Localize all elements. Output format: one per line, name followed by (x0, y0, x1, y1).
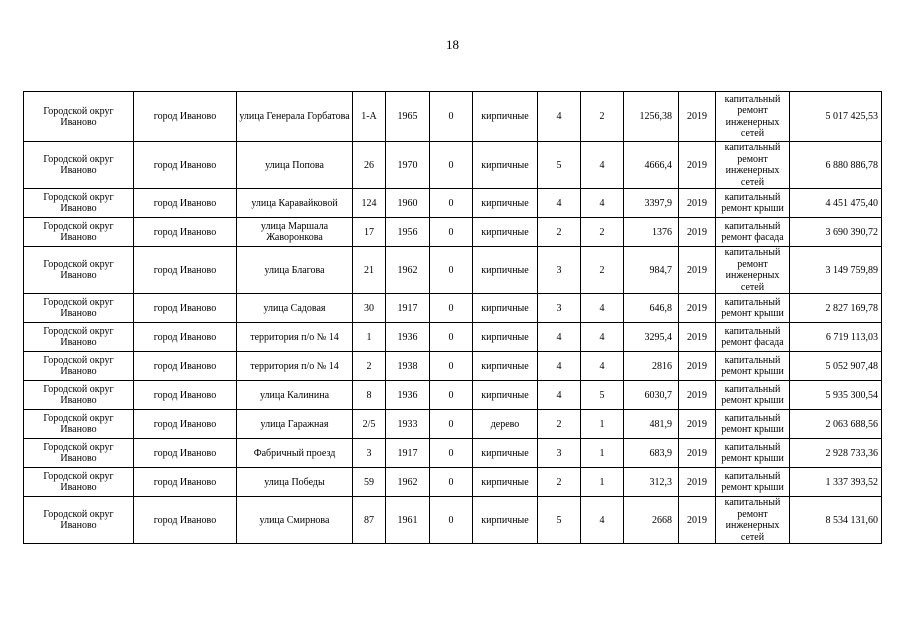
street-cell: территория п/о № 14 (237, 323, 353, 352)
zero-value-cell: 0 (430, 439, 473, 468)
house-number-cell: 30 (353, 294, 386, 323)
work-type-cell: капитальный ремонт крыши (716, 352, 790, 381)
floors-cell: 3 (538, 294, 581, 323)
floors-cell: 2 (538, 410, 581, 439)
zero-value-cell: 0 (430, 294, 473, 323)
wall-material-cell: кирпичные (473, 323, 538, 352)
city-cell: город Иваново (134, 439, 237, 468)
repair-program-table (23, 91, 882, 544)
city-cell: город Иваново (134, 468, 237, 497)
zero-value-cell: 0 (430, 247, 473, 294)
zero-value-cell: 0 (430, 381, 473, 410)
plan-year-cell: 2019 (679, 468, 716, 497)
house-number-cell: 8 (353, 381, 386, 410)
street-cell: улица Маршала Жаворонкова (237, 218, 353, 247)
floors-cell: 4 (538, 92, 581, 142)
street-cell: улица Калинина (237, 381, 353, 410)
floors-cell: 2 (538, 468, 581, 497)
cost-cell: 5 935 300,54 (790, 381, 882, 410)
zero-value-cell: 0 (430, 410, 473, 439)
work-type-cell: капитальный ремонт инженерных сетей (716, 497, 790, 544)
city-cell: город Иваново (134, 218, 237, 247)
build-year-cell: 1965 (386, 92, 430, 142)
build-year-cell: 1961 (386, 497, 430, 544)
page-number: 18 (446, 37, 459, 52)
area-cell: 1376 (624, 218, 679, 247)
city-cell: город Иваново (134, 410, 237, 439)
wall-material-cell: кирпичные (473, 142, 538, 189)
zero-value-cell: 0 (430, 497, 473, 544)
district-cell: Городской округ Иваново (24, 352, 134, 381)
district-cell: Городской округ Иваново (24, 439, 134, 468)
street-cell: территория п/о № 14 (237, 352, 353, 381)
table-row (24, 189, 882, 218)
district-cell: Городской округ Иваново (24, 323, 134, 352)
work-type-cell: капитальный ремонт фасада (716, 323, 790, 352)
wall-material-cell: дерево (473, 410, 538, 439)
street-cell: улица Попова (237, 142, 353, 189)
plan-year-cell: 2019 (679, 410, 716, 439)
build-year-cell: 1960 (386, 189, 430, 218)
entrances-cell: 1 (581, 410, 624, 439)
entrances-cell: 1 (581, 439, 624, 468)
wall-material-cell: кирпичные (473, 381, 538, 410)
plan-year-cell: 2019 (679, 142, 716, 189)
street-cell: Фабричный проезд (237, 439, 353, 468)
build-year-cell: 1970 (386, 142, 430, 189)
work-type-cell: капитальный ремонт крыши (716, 410, 790, 439)
district-cell: Городской округ Иваново (24, 468, 134, 497)
area-cell: 984,7 (624, 247, 679, 294)
table-row (24, 497, 882, 544)
entrances-cell: 5 (581, 381, 624, 410)
city-cell: город Иваново (134, 381, 237, 410)
city-cell: город Иваново (134, 294, 237, 323)
plan-year-cell: 2019 (679, 352, 716, 381)
house-number-cell: 3 (353, 439, 386, 468)
area-cell: 3397,9 (624, 189, 679, 218)
zero-value-cell: 0 (430, 323, 473, 352)
entrances-cell: 4 (581, 189, 624, 218)
table-row (24, 247, 882, 294)
work-type-cell: капитальный ремонт крыши (716, 294, 790, 323)
street-cell: улица Благова (237, 247, 353, 294)
plan-year-cell: 2019 (679, 218, 716, 247)
area-cell: 683,9 (624, 439, 679, 468)
entrances-cell: 2 (581, 218, 624, 247)
wall-material-cell: кирпичные (473, 218, 538, 247)
cost-cell: 3 690 390,72 (790, 218, 882, 247)
floors-cell: 3 (538, 439, 581, 468)
plan-year-cell: 2019 (679, 92, 716, 142)
wall-material-cell: кирпичные (473, 294, 538, 323)
build-year-cell: 1938 (386, 352, 430, 381)
plan-year-cell: 2019 (679, 294, 716, 323)
floors-cell: 4 (538, 189, 581, 218)
cost-cell: 6 719 113,03 (790, 323, 882, 352)
entrances-cell: 1 (581, 468, 624, 497)
build-year-cell: 1936 (386, 381, 430, 410)
table-body (24, 92, 882, 544)
entrances-cell: 4 (581, 142, 624, 189)
cost-cell: 5 017 425,53 (790, 92, 882, 142)
house-number-cell: 1-А (353, 92, 386, 142)
house-number-cell: 87 (353, 497, 386, 544)
table-row (24, 381, 882, 410)
city-cell: город Иваново (134, 247, 237, 294)
wall-material-cell: кирпичные (473, 92, 538, 142)
district-cell: Городской округ Иваново (24, 142, 134, 189)
entrances-cell: 4 (581, 294, 624, 323)
house-number-cell: 124 (353, 189, 386, 218)
house-number-cell: 1 (353, 323, 386, 352)
build-year-cell: 1936 (386, 323, 430, 352)
build-year-cell: 1956 (386, 218, 430, 247)
table-row (24, 410, 882, 439)
work-type-cell: капитальный ремонт инженерных сетей (716, 247, 790, 294)
city-cell: город Иваново (134, 323, 237, 352)
city-cell: город Иваново (134, 92, 237, 142)
zero-value-cell: 0 (430, 352, 473, 381)
city-cell: город Иваново (134, 142, 237, 189)
work-type-cell: капитальный ремонт инженерных сетей (716, 92, 790, 142)
entrances-cell: 4 (581, 323, 624, 352)
work-type-cell: капитальный ремонт крыши (716, 468, 790, 497)
wall-material-cell: кирпичные (473, 352, 538, 381)
zero-value-cell: 0 (430, 142, 473, 189)
district-cell: Городской округ Иваново (24, 381, 134, 410)
street-cell: улица Гаражная (237, 410, 353, 439)
plan-year-cell: 2019 (679, 439, 716, 468)
work-type-cell: капитальный ремонт крыши (716, 439, 790, 468)
area-cell: 3295,4 (624, 323, 679, 352)
cost-cell: 2 928 733,36 (790, 439, 882, 468)
floors-cell: 3 (538, 247, 581, 294)
cost-cell: 5 052 907,48 (790, 352, 882, 381)
street-cell: улица Каравайковой (237, 189, 353, 218)
wall-material-cell: кирпичные (473, 189, 538, 218)
area-cell: 646,8 (624, 294, 679, 323)
area-cell: 312,3 (624, 468, 679, 497)
plan-year-cell: 2019 (679, 247, 716, 294)
cost-cell: 6 880 886,78 (790, 142, 882, 189)
house-number-cell: 17 (353, 218, 386, 247)
table-row (24, 294, 882, 323)
area-cell: 2668 (624, 497, 679, 544)
house-number-cell: 26 (353, 142, 386, 189)
street-cell: улица Садовая (237, 294, 353, 323)
floors-cell: 5 (538, 142, 581, 189)
floors-cell: 5 (538, 497, 581, 544)
plan-year-cell: 2019 (679, 323, 716, 352)
zero-value-cell: 0 (430, 189, 473, 218)
district-cell: Городской округ Иваново (24, 497, 134, 544)
work-type-cell: капитальный ремонт фасада (716, 218, 790, 247)
city-cell: город Иваново (134, 352, 237, 381)
build-year-cell: 1962 (386, 468, 430, 497)
wall-material-cell: кирпичные (473, 439, 538, 468)
cost-cell: 4 451 475,40 (790, 189, 882, 218)
house-number-cell: 2/5 (353, 410, 386, 439)
table-row (24, 439, 882, 468)
entrances-cell: 4 (581, 497, 624, 544)
build-year-cell: 1917 (386, 439, 430, 468)
build-year-cell: 1962 (386, 247, 430, 294)
city-cell: город Иваново (134, 497, 237, 544)
area-cell: 1256,38 (624, 92, 679, 142)
build-year-cell: 1917 (386, 294, 430, 323)
wall-material-cell: кирпичные (473, 247, 538, 294)
table-row (24, 468, 882, 497)
table-row (24, 142, 882, 189)
table-row (24, 92, 882, 142)
entrances-cell: 2 (581, 92, 624, 142)
area-cell: 4666,4 (624, 142, 679, 189)
zero-value-cell: 0 (430, 468, 473, 497)
district-cell: Городской округ Иваново (24, 189, 134, 218)
area-cell: 6030,7 (624, 381, 679, 410)
street-cell: улица Победы (237, 468, 353, 497)
house-number-cell: 21 (353, 247, 386, 294)
district-cell: Городской округ Иваново (24, 92, 134, 142)
build-year-cell: 1933 (386, 410, 430, 439)
zero-value-cell: 0 (430, 218, 473, 247)
entrances-cell: 4 (581, 352, 624, 381)
cost-cell: 3 149 759,89 (790, 247, 882, 294)
table-row (24, 352, 882, 381)
wall-material-cell: кирпичные (473, 497, 538, 544)
cost-cell: 8 534 131,60 (790, 497, 882, 544)
zero-value-cell: 0 (430, 92, 473, 142)
street-cell: улица Генерала Горбатова (237, 92, 353, 142)
area-cell: 2816 (624, 352, 679, 381)
floors-cell: 4 (538, 381, 581, 410)
cost-cell: 2 063 688,56 (790, 410, 882, 439)
street-cell: улица Смирнова (237, 497, 353, 544)
district-cell: Городской округ Иваново (24, 247, 134, 294)
floors-cell: 4 (538, 352, 581, 381)
wall-material-cell: кирпичные (473, 468, 538, 497)
floors-cell: 2 (538, 218, 581, 247)
work-type-cell: капитальный ремонт крыши (716, 381, 790, 410)
plan-year-cell: 2019 (679, 381, 716, 410)
table-row (24, 218, 882, 247)
work-type-cell: капитальный ремонт крыши (716, 189, 790, 218)
work-type-cell: капитальный ремонт инженерных сетей (716, 142, 790, 189)
area-cell: 481,9 (624, 410, 679, 439)
plan-year-cell: 2019 (679, 189, 716, 218)
district-cell: Городской округ Иваново (24, 410, 134, 439)
cost-cell: 1 337 393,52 (790, 468, 882, 497)
entrances-cell: 2 (581, 247, 624, 294)
house-number-cell: 59 (353, 468, 386, 497)
floors-cell: 4 (538, 323, 581, 352)
table-row (24, 323, 882, 352)
city-cell: город Иваново (134, 189, 237, 218)
house-number-cell: 2 (353, 352, 386, 381)
plan-year-cell: 2019 (679, 497, 716, 544)
district-cell: Городской округ Иваново (24, 294, 134, 323)
district-cell: Городской округ Иваново (24, 218, 134, 247)
cost-cell: 2 827 169,78 (790, 294, 882, 323)
